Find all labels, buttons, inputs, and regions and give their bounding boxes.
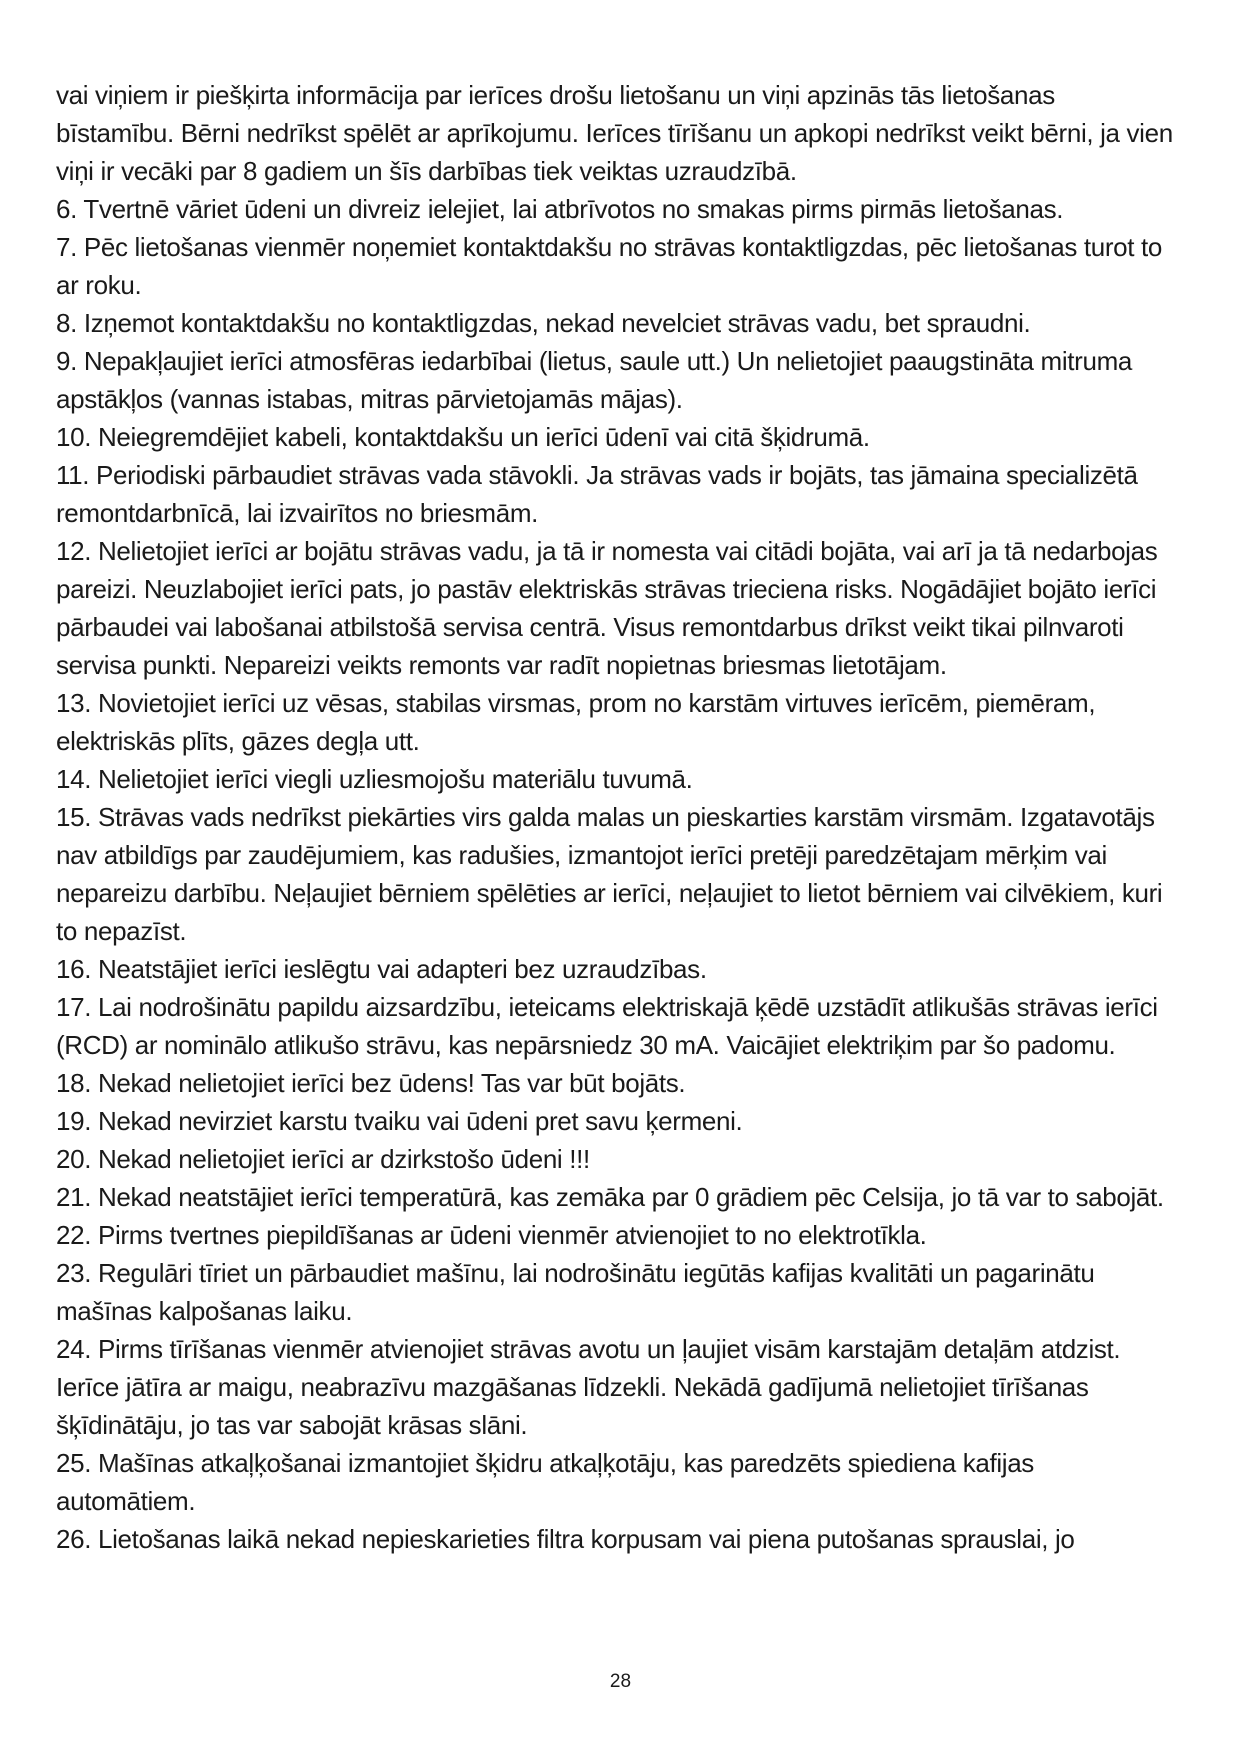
paragraph-item-14: 14. Nelietojiet ierīci viegli uzliesmojošu materiālu tuvumā. <box>56 764 693 794</box>
paragraph-item-17: 17. Lai nodrošinātu papildu aizsardzību, ieteicams elektriskajā ķēdē uzstādīt atlikušās strāvas ierīci (RCD) ar nominālo atlikušo strāvu, kas nepārsniedz 30 mA. Vaicājiet elektriķim par šo padomu. <box>56 992 1158 1060</box>
paragraph-item-12: 12. Nelietojiet ierīci ar bojātu strāvas vadu, ja tā ir nomesta vai citādi bojāta, vai arī ja tā nedarbojas pareizi. Neuzlabojiet ierīci pats, jo pastāv elektriskās strāvas trieciena risks. Nogādājiet bojāto ierīci pārbaudei vai labošanai atbilstošā servisa centrā. Visus remontdarbus drīkst veikt tikai pilnvaroti servisa punkti. Nepareizi veikts remonts var radīt nopietnas briesmas lietotājam. <box>56 536 1158 680</box>
paragraph-item-13: 13. Novietojiet ierīci uz vēsas, stabilas virsmas, prom no karstām virtuves ierīcēm, piemēram, elektriskās plīts, gāzes degļa utt. <box>56 688 1096 756</box>
paragraph-item-11: 11. Periodiski pārbaudiet strāvas vada stāvokli. Ja strāvas vads ir bojāts, tas jāmaina specializētā remontdarbnīcā, lai izvairītos no briesmām. <box>56 460 1138 528</box>
paragraph-item-24: 24. Pirms tīrīšanas vienmēr atvienojiet strāvas avotu un ļaujiet visām karstajām detaļām atdzist. Ierīce jātīra ar maigu, neabrazīvu mazgāšanas līdzekli. Nekādā gadījumā nelietojiet tīrīšanas šķīdinātāju, jo tas var sabojāt krāsas slāni. <box>56 1334 1121 1440</box>
document-body <box>56 76 1176 1558</box>
paragraph-item-9: 9. Nepakļaujiet ierīci atmosfēras iedarbībai (lietus, saule utt.) Un nelietojiet paaugstināta mitruma apstākļos (vannas istabas, mitras pārvietojamās mājas). <box>56 346 1132 414</box>
paragraph-item-18: 18. Nekad nelietojiet ierīci bez ūdens! Tas var būt bojāts. <box>56 1068 686 1098</box>
paragraph-item-8: 8. Izņemot kontaktdakšu no kontaktligzdas, nekad nevelciet strāvas vadu, bet spraudni. <box>56 308 1031 338</box>
paragraph-item-22: 22. Pirms tvertnes piepildīšanas ar ūdeni vienmēr atvienojiet to no elektrotīkla. <box>56 1220 927 1250</box>
paragraph-item-10: 10. Neiegremdējiet kabeli, kontaktdakšu un ierīci ūdenī vai citā šķidrumā. <box>56 422 870 452</box>
paragraph-item-20: 20. Nekad nelietojiet ierīci ar dzirkstošo ūdeni !!! <box>56 1144 590 1174</box>
paragraph-continuation: vai viņiem ir piešķirta informācija par ierīces drošu lietošanu un viņi apzinās tās lietošanas bīstamību. Bērni nedrīkst spēlēt ar aprīkojumu. Ierīces tīrīšanu un apkopi nedrīkst veikt bērni, ja vien viņi ir vecāki par 8 gadiem un šīs darbības tiek veiktas uzraudzībā. <box>56 80 1173 186</box>
page-number: 28 <box>609 1671 632 1692</box>
paragraph-item-15: 15. Strāvas vads nedrīkst piekārties virs galda malas un pieskarties karstām virsmām. Izgatavotājs nav atbildīgs par zaudējumiem, kas radušies, izmantojot ierīci pretēji paredzētajam mērķim vai nepareizu darbību. Neļaujiet bērniem spēlēties ar ierīci, neļaujiet to lietot bērniem vai cilvēkiem, kuri to nepazīst. <box>56 802 1163 946</box>
paragraph-item-19: 19. Nekad nevirziet karstu tvaiku vai ūdeni pret savu ķermeni. <box>56 1106 743 1136</box>
paragraph-item-26: 26. Lietošanas laikā nekad nepieskarieties filtra korpusam vai piena putošanas sprauslai, jo <box>56 1524 1075 1554</box>
paragraph-item-23: 23. Regulāri tīriet un pārbaudiet mašīnu, lai nodrošinātu iegūtās kafijas kvalitāti un pagarinātu mašīnas kalpošanas laiku. <box>56 1258 1095 1326</box>
paragraph-item-6: 6. Tvertnē vāriet ūdeni un divreiz ielejiet, lai atbrīvotos no smakas pirms pirmās lietošanas. <box>56 194 1064 224</box>
paragraph-item-16: 16. Neatstājiet ierīci ieslēgtu vai adapteri bez uzraudzības. <box>56 954 707 984</box>
paragraph-item-25: 25. Mašīnas atkaļķošanai izmantojiet šķidru atkaļķotāju, kas paredzēts spiediena kafijas automātiem. <box>56 1448 1034 1516</box>
paragraph-item-21: 21. Nekad neatstājiet ierīci temperatūrā, kas zemāka par 0 grādiem pēc Celsija, jo tā var to sabojāt. <box>56 1182 1164 1212</box>
paragraph-item-7: 7. Pēc lietošanas vienmēr noņemiet kontaktdakšu no strāvas kontaktligzdas, pēc lietošanas turot to ar roku. <box>56 232 1162 300</box>
